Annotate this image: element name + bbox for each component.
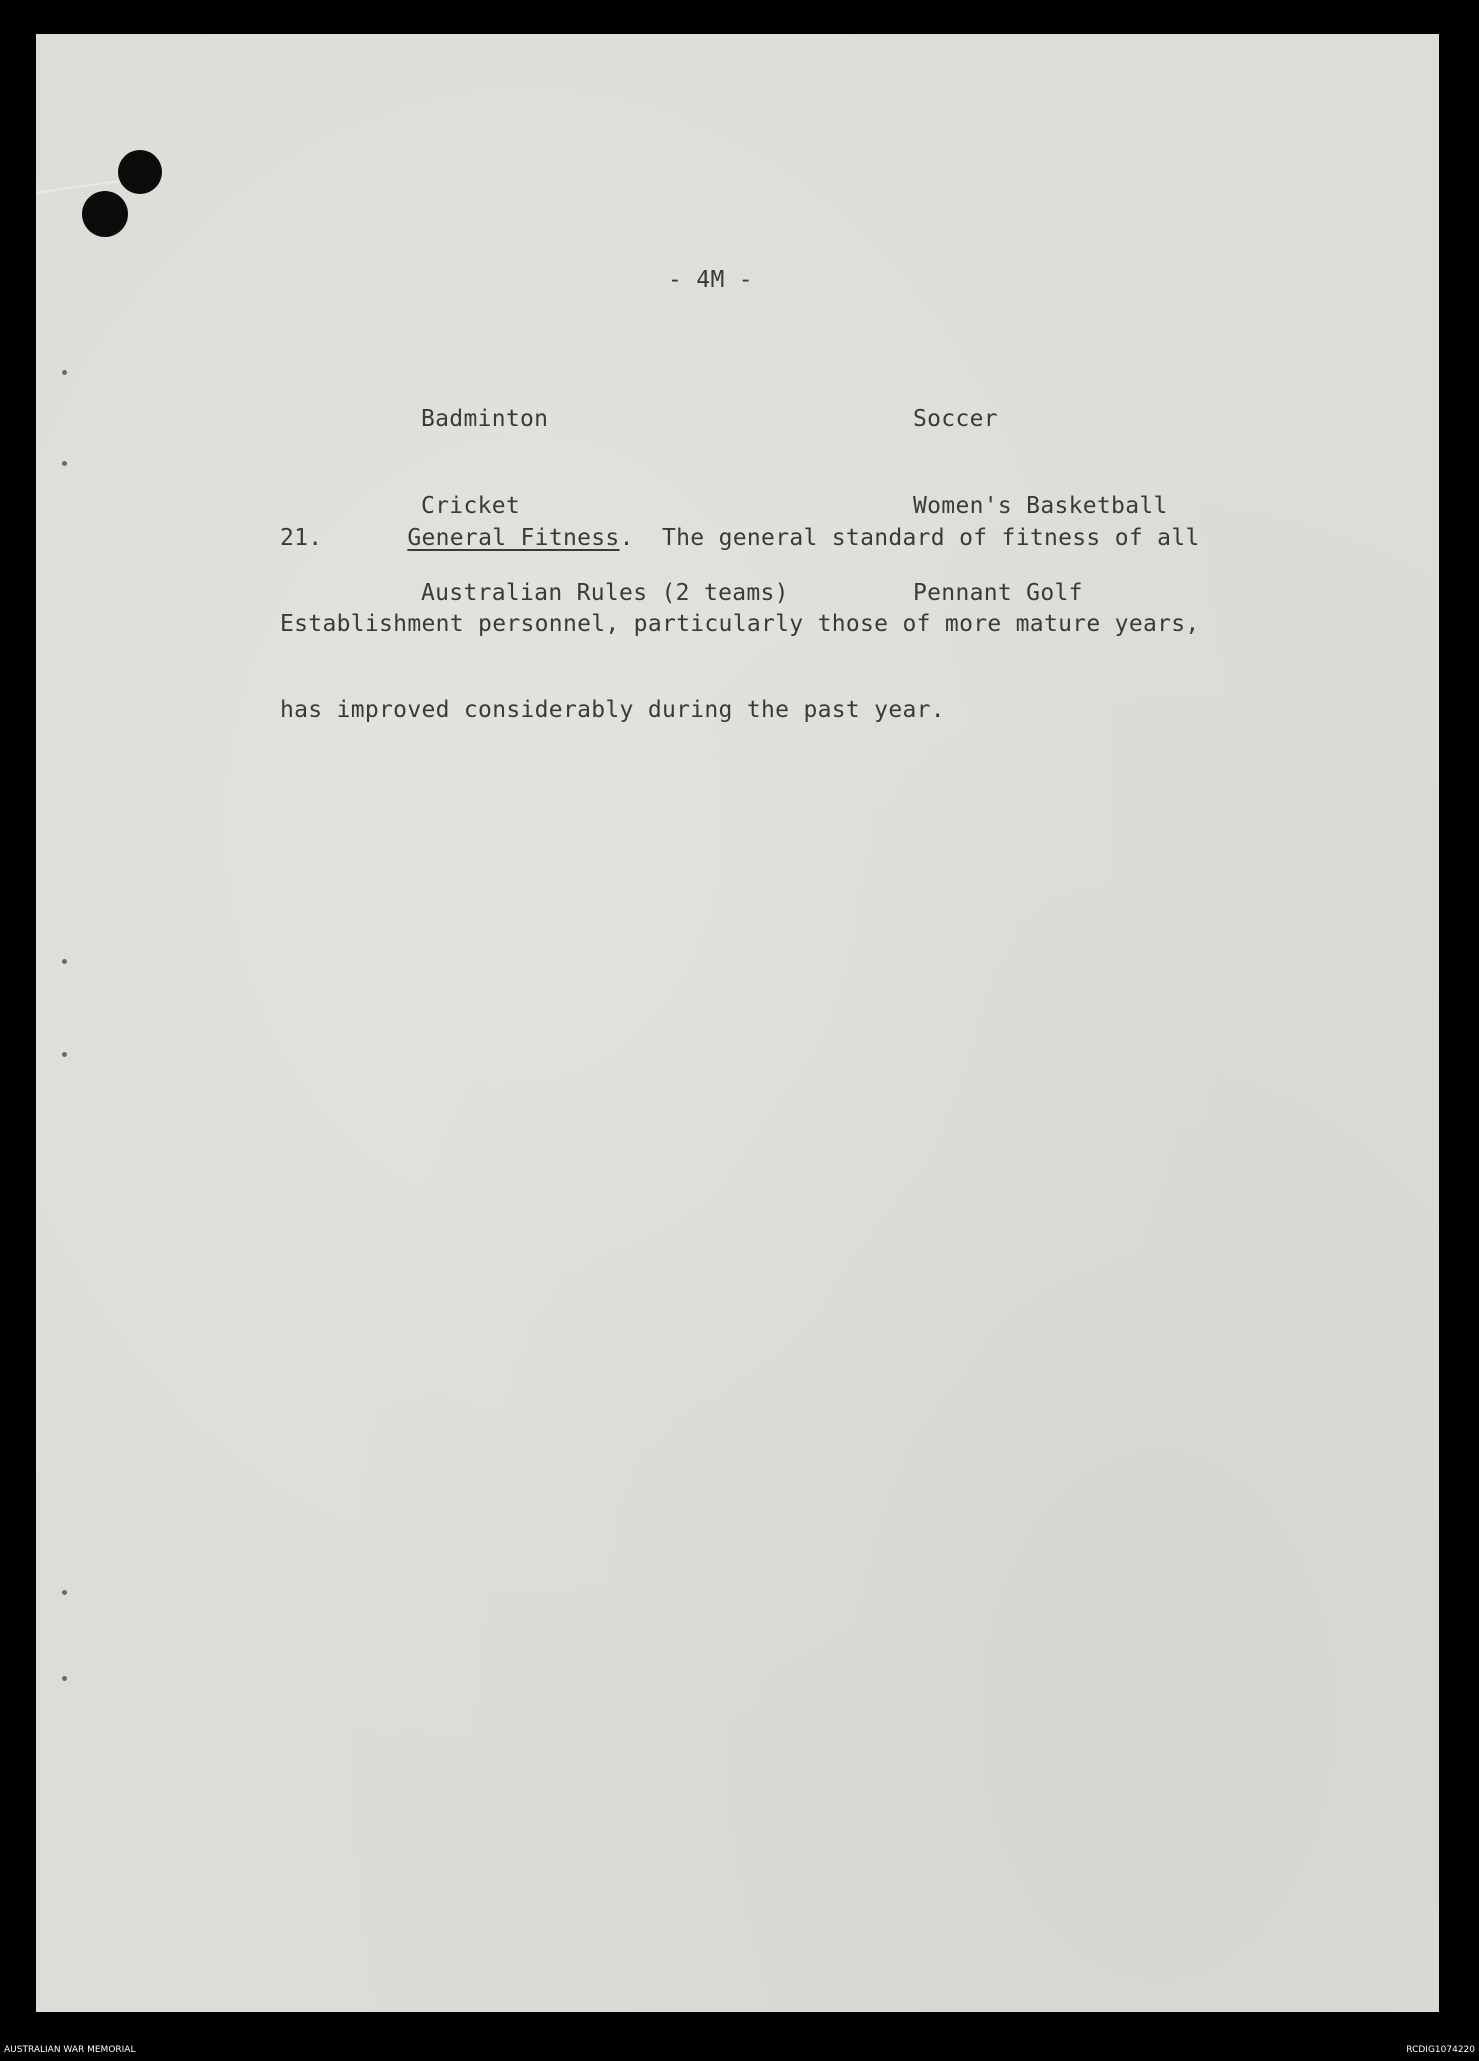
paragraph-21 (280, 466, 1280, 782)
pin-mark (62, 1590, 67, 1595)
sport-item: Cricket (421, 493, 521, 519)
sport-item: Australian Rules (2 teams) (421, 580, 789, 606)
pin-mark (62, 461, 67, 466)
page-number: - 4M - (668, 267, 753, 293)
pin-mark (62, 959, 67, 964)
pin-mark (62, 370, 67, 375)
paragraph-line: 21. General Fitness. The general standard of fitness of all (280, 525, 1200, 551)
sport-item: Women's Basketball (913, 493, 1168, 519)
sport-item: Pennant Golf (913, 580, 1083, 606)
pin-mark (62, 1052, 67, 1057)
sport-item: Badminton (421, 406, 549, 432)
paragraph-line: has improved considerably during the past year. (280, 697, 945, 723)
sport-item: Soccer (913, 406, 998, 432)
pin-mark (62, 1676, 67, 1681)
punch-hole (118, 150, 162, 194)
document-page (36, 34, 1439, 2012)
punch-hole (82, 191, 128, 237)
archive-credit: AUSTRALIAN WAR MEMORIAL (4, 2045, 136, 2055)
record-id: RCDIG1074220 (1406, 2045, 1475, 2055)
paragraph-text: The general standard of fitness of all (662, 525, 1200, 551)
paragraph-line: Establishment personnel, particularly those of more mature years, (280, 611, 1200, 637)
paragraph-number: 21. (280, 525, 323, 551)
paragraph-heading: General Fitness (407, 525, 620, 551)
